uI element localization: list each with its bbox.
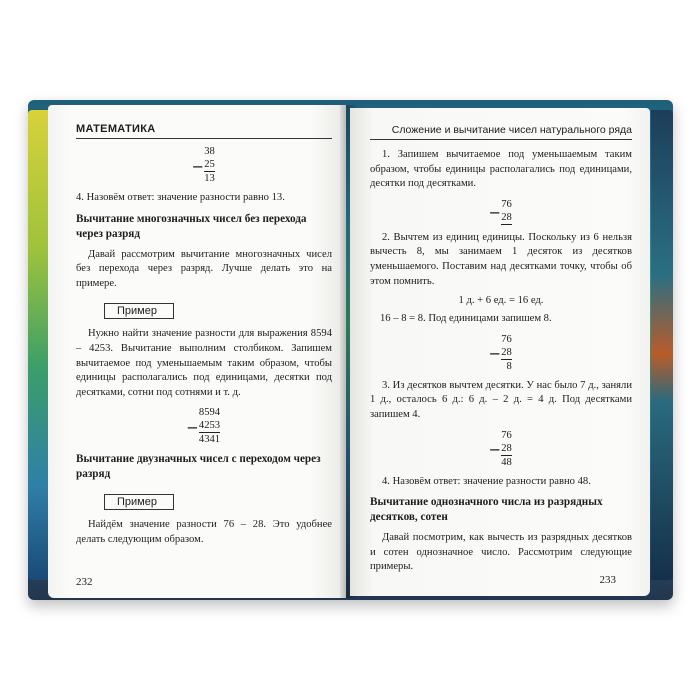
- paragraph: Найдём значение разности 76 – 28. Это удобнее делать следующим образом.: [76, 519, 332, 545]
- page-number: 233: [599, 574, 616, 586]
- subtrahend: 25: [204, 159, 215, 170]
- section-heading: Вычитание многозначных чисел без перехода через разряд: [76, 212, 307, 240]
- difference: 13: [204, 173, 215, 184]
- minuend: 8594: [198, 407, 221, 419]
- step-2: 2. Вычтем из единиц единицы. Поскольку из 6 нельзя вычесть 8, мы занимаем 1 десяток из десятков уменьшаемого. Поставим над десятками точку, чтобы об этом помнить.: [370, 231, 632, 287]
- step-1: 1. Запишем вычитаемое под уменьшаемым таким образом, чтобы единицы располагались под единицами, десятки под десятками.: [370, 149, 632, 190]
- subtraction-column: [76, 145, 332, 185]
- minus-sign: –: [187, 415, 197, 436]
- minuend: 38: [204, 146, 215, 157]
- equation-text: 16 – 8 = 8. Под единицами запишем 8.: [380, 313, 552, 325]
- subtraction-column: [370, 429, 632, 469]
- difference: 48: [501, 456, 512, 468]
- minuend: 76: [501, 333, 512, 345]
- equation: 1 д. + 6 ед. = 16 ед.: [458, 295, 544, 307]
- minuend: 76: [501, 198, 512, 210]
- subtraction-column: [370, 198, 632, 225]
- minuend: 76: [501, 429, 512, 441]
- minus-sign: –: [490, 438, 500, 459]
- minus-sign: –: [193, 154, 203, 175]
- subtrahend: 28: [501, 346, 512, 358]
- subtrahend: 28: [501, 442, 512, 454]
- page-number: 232: [76, 576, 93, 588]
- paragraph: Давай рассмотрим вычитание многозначных чисел без перехода через разряд. Лучше делать это на примере.: [76, 248, 332, 289]
- step-4: 4. Назовём ответ: значение разности равно 13.: [76, 192, 285, 203]
- subtrahend: 4253: [198, 420, 221, 432]
- minus-sign: –: [490, 200, 500, 221]
- section-heading: Вычитание двузначных чисел с переходом через разряд: [76, 453, 321, 481]
- page-header: Сложение и вычитание чисел натурального ряда: [370, 124, 632, 140]
- section-heading: Вычитание однозначного числа из разрядных десятков, сотен: [370, 496, 603, 524]
- step-3: 3. Из десятков вычтем десятки. У нас было 7 д., заняли 1 д., осталось 6 д.: 6 д. – 2 д. = 4 д. Под десятками запишем 4.: [370, 379, 632, 420]
- subtraction-column: [370, 333, 632, 373]
- example-box: Пример: [104, 494, 174, 510]
- page-header: МАТЕМАТИКА: [76, 123, 332, 139]
- step-4: 4. Назовём ответ: значение разности равно 48.: [382, 475, 591, 487]
- left-page: [48, 105, 346, 598]
- example-box: Пример: [104, 303, 174, 319]
- subtrahend: 28: [501, 211, 512, 223]
- paragraph: Нужно найти значение разности для выражения 8594 – 4253. Вычитание выполним столбиком. Запишем вычитаемое под уменьшаемым таким образом, чтобы единицы располагались под единицами, десятки под десятками, сотни под сотнями и т. д.: [76, 328, 332, 398]
- minus-sign: –: [490, 342, 500, 363]
- difference: 4341: [198, 434, 221, 446]
- subtraction-column: [76, 406, 332, 446]
- difference: 8: [506, 360, 512, 372]
- paragraph: Давай посмотрим, как вычесть из разрядных десятков и сотен однозначное число. Рассмотрим следующие примеры.: [370, 532, 632, 573]
- right-page: [350, 108, 650, 596]
